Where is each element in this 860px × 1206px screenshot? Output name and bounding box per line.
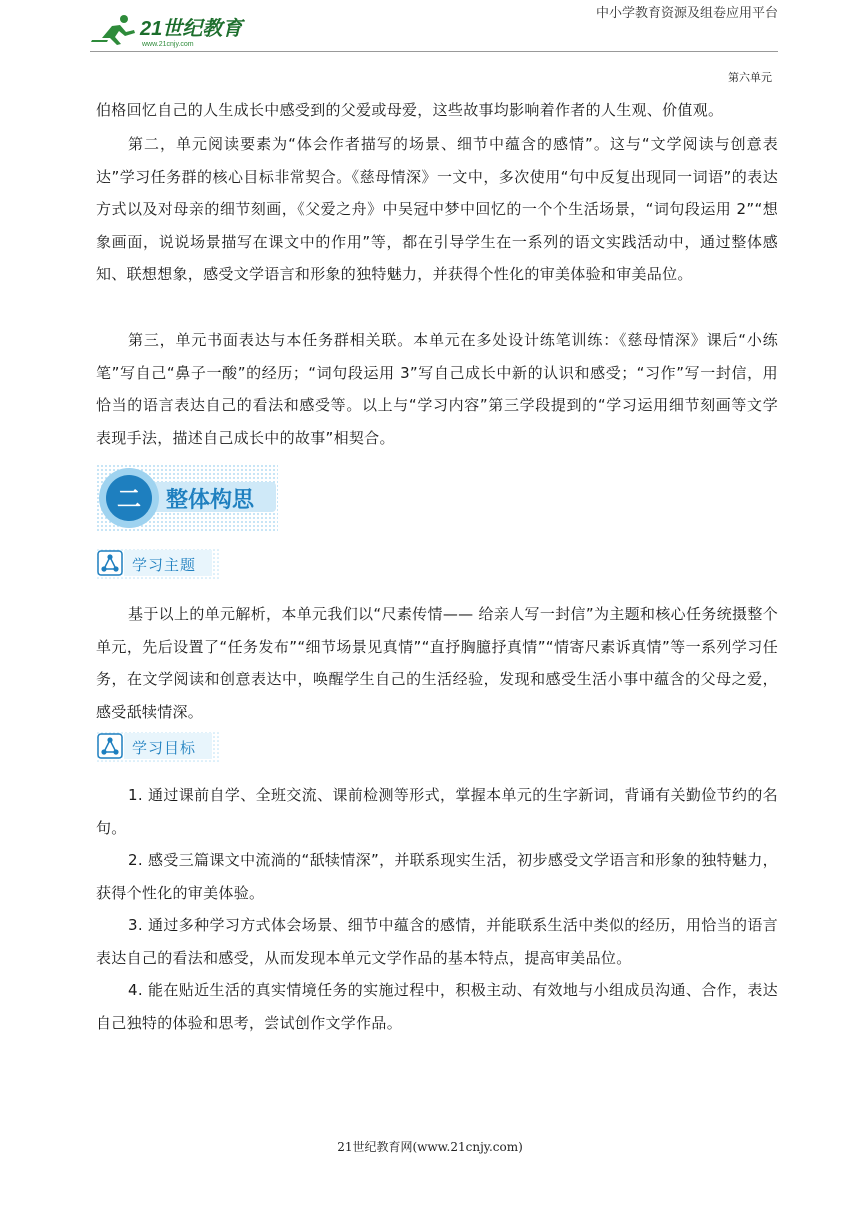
section-banner: [96, 464, 278, 532]
logo-url: www.21cnjy.com: [142, 41, 194, 48]
site-logo: [90, 10, 260, 50]
theme-paragraph: 基于以上的单元解析，本单元我们以“尺素传情—— 给亲人写一封信”为主题和核心任务统摄整个单元，先后设置了“任务发布”“细节场景见真情”“直抒胸臆抒真情”“情寄尺素诉真情”等一系列学习任务，在文学阅读和创意表达中，唤醒学生自己的生活经验，发现和感受生活小事中蕴含的父母之爱，感受舐犊情深。: [96, 605, 778, 721]
paragraph-third-point: 第三，单元书面表达与本任务群相关联。本单元在多处设计练笔训练：《慈母情深》课后“小练笔”写自己“鼻子一酸”的经历；“词句段运用 3”写自己成长中新的认识和感受；“习作”写一封信，用恰当的语言表达自己的看法和感受等。以上与“学习内容”第三学段提到的“学习运用细节刻画等文学表现手法，描述自己成长中的故事”相契合。: [96, 331, 778, 447]
goal-item: 4. 能在贴近生活的真实情境任务的实施过程中，积极主动、有效地与小组成员沟通、合作，表达自己独特的体验和思考，尝试创作文学作品。: [96, 981, 778, 1032]
network-nodes-icon: [98, 551, 122, 575]
theme-heading-label: 学习主题: [132, 556, 197, 574]
paragraph-second-point: 第二，单元阅读要素为“体会作者描写的场景、细节中蕴含的感情”。这与“文学阅读与创意表达”学习任务群的核心目标非常契合。《慈母情深》一文中，多次使用“句中反复出现同一词语”的表达方式以及对母亲的细节刻画，《父爱之舟》中吴冠中梦中回忆的一个个生活场景，“词句段运用 2”“想象画面，说说场景描写在课文中的作用”等，都在引导学生在一系列的语文实践活动中，通过整体感知、联想想象，感受文学语言和形象的独特魅力，并获得个性化的审美体验和审美品位。: [96, 135, 778, 283]
section-title: 整体构思: [166, 488, 255, 513]
runner-logo-icon: [90, 10, 260, 50]
goals-heading: [96, 731, 220, 763]
logo-text: 21世纪教育: [140, 18, 243, 40]
paragraph-continued: 伯格回忆自己的人生成长中感受到的父爱或母爱，这些故事均影响着作者的人生观、价值观。: [96, 101, 724, 119]
section-number: 二: [117, 485, 141, 513]
theme-heading: [96, 548, 220, 580]
header-divider: [90, 51, 778, 52]
goals-heading-label: 学习目标: [132, 739, 197, 757]
goal-item: 3. 通过多种学习方式体会场景、细节中蕴含的感情，并能联系生活中类似的经历，用恰当的语言表达自己的看法和感受，从而发现本单元文学作品的基本特点，提高审美品位。: [96, 916, 778, 967]
goal-item: 1. 通过课前自学、全班交流、课前检测等形式，掌握本单元的生字新词，背诵有关勤俭节约的名句。: [96, 786, 778, 837]
network-nodes-icon: [98, 734, 122, 758]
unit-label: 第六单元: [728, 71, 772, 84]
goal-item: 2. 感受三篇课文中流淌的“舐犊情深”，并联系现实生活，初步感受文学语言和形象的独特魅力，获得个性化的审美体验。: [96, 851, 778, 902]
page-footer: 21世纪教育网(www.21cnjy.com): [337, 1140, 523, 1154]
site-tagline: 中小学教育资源及组卷应用平台: [595, 6, 778, 21]
